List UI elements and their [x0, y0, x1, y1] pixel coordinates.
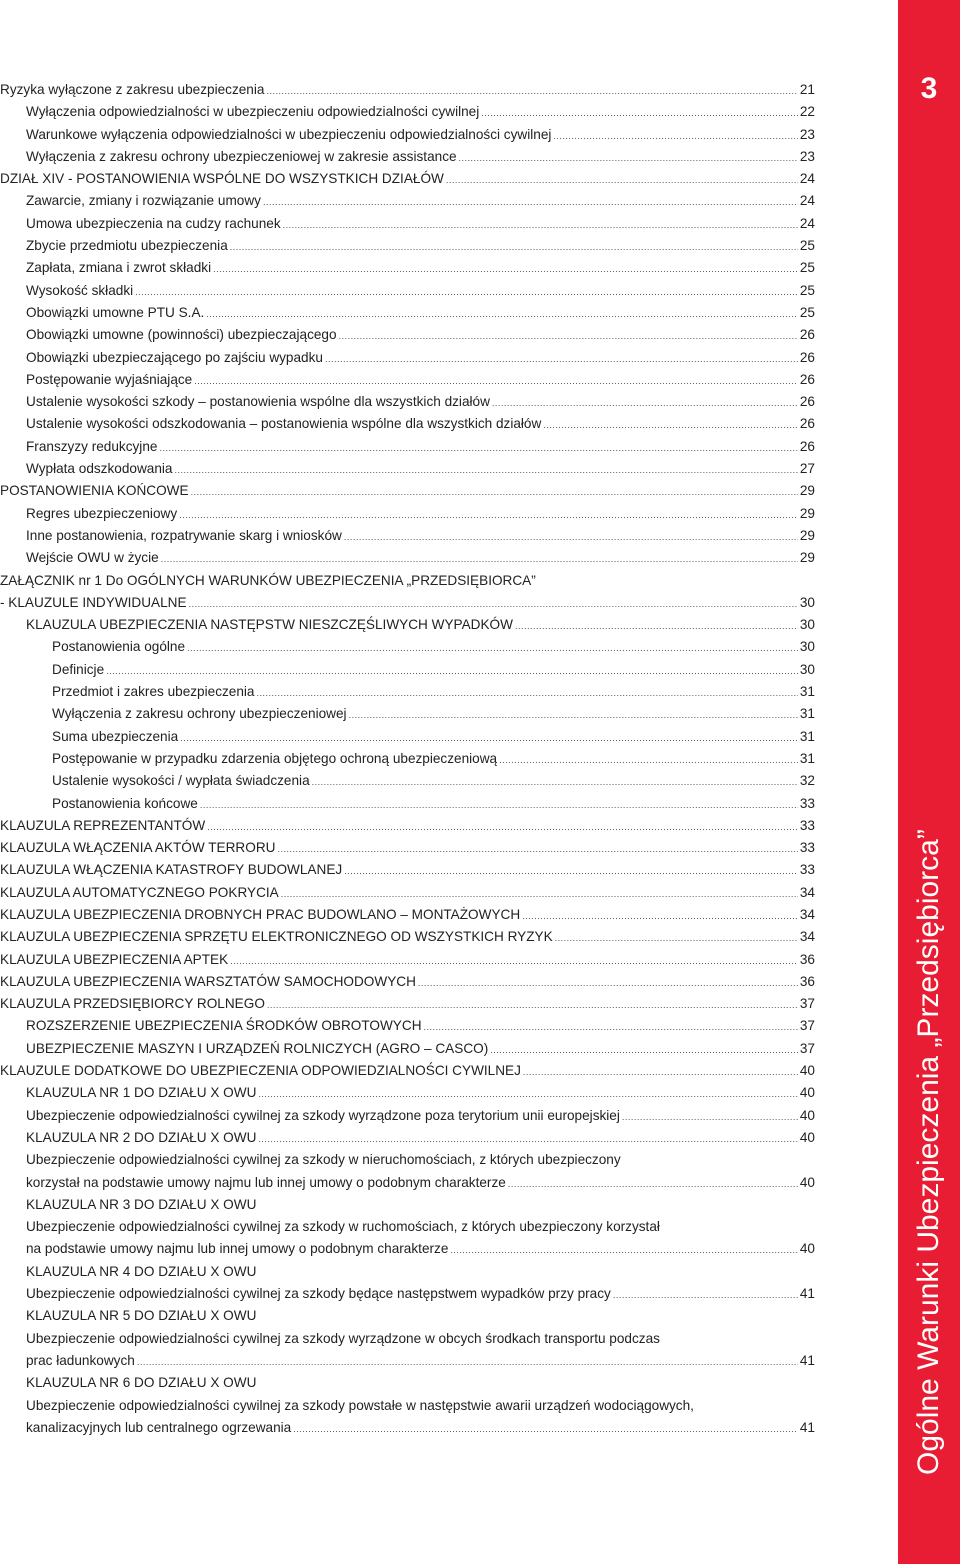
toc-entry-page: 30 [799, 639, 815, 655]
toc-entry [52, 748, 815, 770]
toc-entry-title: korzystał na podstawie umowy najmu lub innej umowy o podobnym charakterze [26, 1174, 506, 1190]
toc-entry-title: KLAUZULA NR 4 DO DZIAŁU X OWU [26, 1263, 257, 1279]
dot-leader [492, 392, 798, 414]
toc-entry [26, 1328, 815, 1350]
toc-entry-title: KLAUZULA NR 2 DO DZIAŁU X OWU [26, 1129, 257, 1145]
dot-leader [277, 838, 797, 860]
toc-entry-title: POSTANOWIENIA KOŃCOWE [0, 483, 189, 499]
toc-entry-title: KLAUZULA REPREZENTANTÓW [0, 817, 206, 833]
dot-leader [450, 1239, 797, 1261]
dot-leader [267, 994, 798, 1016]
toc-entry [26, 614, 815, 636]
toc-entry-page: 24 [799, 215, 815, 231]
dot-leader [106, 660, 798, 682]
dot-leader [207, 816, 798, 838]
toc-entry-title: - KLAUZULE INDYWIDUALNE [0, 594, 187, 610]
toc-entry-title: Ubezpieczenie odpowiedzialności cywilnej za szkody wyrządzone poza terytorium unii europejskiej [26, 1107, 620, 1123]
toc-entry [26, 257, 815, 279]
toc-entry-page: 30 [799, 617, 815, 633]
toc-entry-page: 33 [799, 795, 815, 811]
toc-entry [26, 1283, 815, 1305]
toc-entry-title: kanalizacyjnych lub centralnego ogrzewania [26, 1419, 292, 1435]
toc-entry-page: 40 [799, 1174, 815, 1190]
toc-entry-page: 21 [799, 82, 815, 97]
toc-entry-page: 34 [799, 906, 815, 922]
dot-leader [283, 214, 798, 236]
toc-entry-title: Ustalenie wysokości szkody – postanowienia wspólne dla wszystkich działów [26, 394, 490, 410]
toc-entry-page: 37 [799, 1040, 815, 1056]
toc-entry-title: KLAUZULA NR 3 DO DZIAŁU X OWU [26, 1196, 257, 1212]
dot-leader [137, 1351, 798, 1373]
toc-entry-page: 25 [799, 282, 815, 298]
toc-entry-page: 41 [799, 1352, 815, 1368]
toc-entry [52, 636, 815, 658]
toc-entry-title: Ustalenie wysokości odszkodowania – postanowienia wspólne dla wszystkich działów [26, 416, 542, 432]
dot-leader [499, 749, 798, 771]
toc-entry [26, 146, 815, 168]
toc-entry [52, 770, 815, 792]
toc-entry-title: Zapłata, zmiana i zwrot składki [26, 260, 212, 276]
toc-entry [26, 1015, 815, 1037]
toc-entry-page: 34 [799, 929, 815, 945]
toc-entry [26, 1216, 815, 1238]
toc-entry [26, 1372, 815, 1394]
dot-leader [191, 481, 798, 503]
toc-entry [0, 904, 815, 926]
table-of-contents [0, 79, 815, 1439]
dot-leader [349, 704, 798, 726]
dot-leader [622, 1106, 798, 1128]
dot-leader [508, 1173, 798, 1195]
toc-entry-title: Ryzyka wyłączone z zakresu ubezpieczenia [0, 82, 265, 97]
toc-entry-page: 26 [799, 349, 815, 365]
dot-leader [553, 125, 797, 147]
toc-entry-page: 27 [799, 461, 815, 477]
toc-entry-title: Postępowanie w przypadku zdarzenia objętego ochroną ubezpieczeniową [52, 750, 498, 766]
toc-entry-page: 31 [799, 728, 815, 744]
toc-entry-title: Wyłączenia z zakresu ochrony ubezpieczeniowej [52, 706, 347, 722]
dot-leader [555, 927, 798, 949]
toc-entry-title: ZAŁĄCZNIK nr 1 Do OGÓLNYCH WARUNKÓW UBEZPIECZENIA „PRZEDSIĘBIORCA” [0, 572, 536, 588]
toc-entry-page: 36 [799, 973, 815, 989]
toc-entry-page: 31 [799, 750, 815, 766]
toc-entry-title: Ubezpieczenie odpowiedzialności cywilnej za szkody będące następstwem wypadków przy pracy [26, 1286, 611, 1302]
toc-entry [0, 168, 815, 190]
dot-leader [281, 883, 798, 905]
toc-entry-title: Wejście OWU w życie [26, 550, 159, 566]
toc-entry-title: Suma ubezpieczenia [52, 728, 179, 744]
toc-entry-page: 41 [799, 1286, 815, 1302]
dot-leader [180, 727, 798, 749]
toc-entry-title: Regres ubezpieczeniowy [26, 505, 178, 521]
toc-entry [0, 882, 815, 904]
toc-entry [26, 213, 815, 235]
toc-entry [26, 1082, 815, 1104]
dot-leader [161, 548, 798, 570]
dot-leader [293, 1418, 798, 1440]
toc-entry-title: KLAUZULA WŁĄCZENIA AKTÓW TERRORU [0, 840, 276, 856]
toc-entry-title: Ubezpieczenie odpowiedzialności cywilnej za szkody w nieruchomościach, z których ubezpieczony [26, 1152, 621, 1168]
toc-entry-page: 25 [799, 304, 815, 320]
toc-entry [26, 391, 815, 413]
toc-entry-title: Ubezpieczenie odpowiedzialności cywilnej za szkody w ruchomościach, z których ubezpieczony korzystał [26, 1219, 660, 1235]
toc-entry-title: Obowiązki ubezpieczającego po zajściu wypadku [26, 349, 323, 365]
dot-leader [459, 147, 798, 169]
dot-leader [258, 1083, 797, 1105]
toc-entry-title: Franszyzy redukcyjne [26, 438, 158, 454]
toc-entry-title: ROZSZERZENIE UBEZPIECZENIA ŚRODKÓW OBROTOWYCH [26, 1018, 422, 1034]
toc-entry-title: Przedmiot i zakres ubezpieczenia [52, 684, 255, 700]
dot-leader [174, 459, 797, 481]
toc-entry [0, 480, 815, 502]
toc-entry [52, 659, 815, 681]
chapter-number: 3 [920, 72, 938, 105]
dot-leader [312, 771, 798, 793]
toc-entry-title: UBEZPIECZENIE MASZYN I URZĄDZEŃ ROLNICZYCH (AGRO – CASCO) [26, 1040, 489, 1056]
toc-entry [26, 1149, 815, 1171]
toc-entry-page: 37 [799, 996, 815, 1012]
toc-entry-title: KLAUZULA NR 6 DO DZIAŁU X OWU [26, 1375, 257, 1391]
toc-entry [26, 1172, 815, 1194]
toc-entry [0, 815, 815, 837]
toc-entry-title: KLAUZULA NR 5 DO DZIAŁU X OWU [26, 1308, 257, 1324]
toc-entry-page: 31 [799, 706, 815, 722]
dot-leader [230, 950, 798, 972]
toc-entry [26, 1395, 815, 1417]
toc-entry-page: 23 [799, 148, 815, 164]
dot-leader [206, 303, 798, 325]
toc-entry-title: Warunkowe wyłączenia odpowiedzialności w ubezpieczeniu odpowiedzialności cywilnej [26, 126, 552, 142]
toc-entry [26, 525, 815, 547]
toc-entry [26, 1127, 815, 1149]
toc-entry [26, 324, 815, 346]
dot-leader [135, 281, 798, 303]
toc-entry [26, 413, 815, 435]
toc-entry-title: KLAUZULA PRZEDSIĘBIORCY ROLNEGO [0, 996, 265, 1012]
dot-leader [418, 972, 798, 994]
toc-entry-title: Obowiązki umowne PTU S.A. [26, 304, 205, 320]
dot-leader [339, 325, 798, 347]
toc-entry [52, 726, 815, 748]
toc-entry [26, 547, 815, 569]
toc-entry [26, 1261, 815, 1283]
toc-entry [26, 1305, 815, 1327]
dot-leader [446, 169, 798, 191]
toc-entry [52, 703, 815, 725]
toc-entry [52, 793, 815, 815]
toc-entry [26, 302, 815, 324]
toc-entry-title: Wyłączenia z zakresu ochrony ubezpieczeniowej w zakresie assistance [26, 148, 457, 164]
toc-entry [0, 926, 815, 948]
toc-entry-page: 36 [799, 951, 815, 967]
toc-entry-title: Postanowienia ogólne [52, 639, 186, 655]
toc-entry [26, 1038, 815, 1060]
dot-leader [189, 593, 798, 615]
toc-entry [26, 280, 815, 302]
dot-leader [481, 102, 798, 124]
toc-entry [0, 971, 815, 993]
dot-leader [344, 860, 798, 882]
toc-entry-page: 41 [799, 1419, 815, 1435]
toc-entry [26, 235, 815, 257]
dot-leader [515, 615, 798, 637]
toc-entry-title: Wypłata odszkodowania [26, 461, 173, 477]
toc-entry-title: Inne postanowienia, rozpatrywanie skarg i wniosków [26, 527, 342, 543]
toc-entry [26, 1194, 815, 1216]
dot-leader [258, 1128, 797, 1150]
dot-leader [257, 682, 798, 704]
toc-entry-page: 30 [799, 661, 815, 677]
dot-leader [200, 794, 798, 816]
dot-leader [613, 1284, 798, 1306]
dot-leader [187, 637, 798, 659]
toc-entry-page: 26 [799, 327, 815, 343]
dot-leader [179, 504, 798, 526]
toc-entry-page: 40 [799, 1085, 815, 1101]
toc-entry [0, 1060, 815, 1082]
toc-entry-page: 25 [799, 260, 815, 276]
toc-entry [26, 1238, 815, 1260]
toc-entry-title: KLAUZULA UBEZPIECZENIA APTEK [0, 951, 229, 967]
toc-entry [0, 79, 815, 101]
toc-entry [26, 503, 815, 525]
dot-leader [344, 526, 798, 548]
toc-entry [0, 949, 815, 971]
dot-leader [523, 1061, 798, 1083]
toc-entry [0, 859, 815, 881]
toc-entry [0, 837, 815, 859]
toc-entry-title: Zawarcie, zmiany i rozwiązanie umowy [26, 193, 261, 209]
toc-entry-title: KLAUZULA AUTOMATYCZNEGO POKRYCIA [0, 884, 279, 900]
toc-entry-title: Postanowienia końcowe [52, 795, 198, 811]
toc-entry-title: KLAUZULA UBEZPIECZENIA WARSZTATÓW SAMOCHODOWYCH [0, 973, 416, 989]
dot-leader [490, 1039, 798, 1061]
toc-entry-page: 40 [799, 1063, 815, 1079]
toc-entry-page: 32 [799, 773, 815, 789]
toc-entry-page: 30 [799, 594, 815, 610]
sidebar-title: Ogólne Warunki Ubezpieczenia „Przedsiębiorca” [912, 829, 945, 1475]
dot-leader [159, 437, 797, 459]
toc-entry-title: Obowiązki umowne (powinności) ubezpieczającego [26, 327, 337, 343]
toc-entry-title: na podstawie umowy najmu lub innej umowy o podobnym charakterze [26, 1241, 449, 1257]
toc-entry [26, 347, 815, 369]
dot-leader [263, 191, 798, 213]
toc-entry-page: 34 [799, 884, 815, 900]
toc-entry-title: Ubezpieczenie odpowiedzialności cywilnej za szkody powstałe w następstwie awarii urządzeń wodociągowych, [26, 1397, 694, 1413]
toc-entry-title: KLAUZULA UBEZPIECZENIA DROBNYCH PRAC BUDOWLANO – MONTAŻOWYCH [0, 906, 521, 922]
toc-entry-page: 31 [799, 684, 815, 700]
dot-leader [424, 1016, 798, 1038]
toc-entry-title: KLAUZULA NR 1 DO DZIAŁU X OWU [26, 1085, 257, 1101]
toc-entry-title: Umowa ubezpieczenia na cudzy rachunek [26, 215, 281, 231]
toc-entry-page: 25 [799, 238, 815, 254]
toc-entry-page: 26 [799, 416, 815, 432]
toc-entry-page: 22 [799, 104, 815, 120]
toc-entry-title: Postępowanie wyjaśniające [26, 371, 193, 387]
toc-entry-page: 33 [799, 817, 815, 833]
toc-entry [26, 436, 815, 458]
toc-entry [26, 124, 815, 146]
dot-leader [230, 236, 798, 258]
toc-entry [0, 993, 815, 1015]
toc-entry-page: 40 [799, 1241, 815, 1257]
toc-entry-page: 29 [799, 527, 815, 543]
toc-entry [26, 1417, 815, 1439]
toc-entry-title: Definicje [52, 661, 105, 677]
toc-entry-title: DZIAŁ XIV - POSTANOWIENIA WSPÓLNE DO WSZYSTKICH DZIAŁÓW [0, 171, 444, 187]
toc-entry-page: 26 [799, 371, 815, 387]
toc-entry-page: 33 [799, 840, 815, 856]
dot-leader [194, 370, 798, 392]
toc-entry-page: 24 [799, 171, 815, 187]
dot-leader [266, 80, 797, 102]
toc-entry-title: prac ładunkowych [26, 1352, 135, 1368]
toc-entry-title: Ustalenie wysokości / wypłata świadczenia [52, 773, 310, 789]
toc-entry-title: KLAUZULA UBEZPIECZENIA NASTĘPSTW NIESZCZĘŚLIWYCH WYPADKÓW [26, 617, 513, 633]
toc-entry [26, 369, 815, 391]
toc-entry-page: 29 [799, 505, 815, 521]
toc-entry [26, 190, 815, 212]
dot-leader [522, 905, 798, 927]
toc-entry-title: Wysokość składki [26, 282, 134, 298]
toc-entry-title: Ubezpieczenie odpowiedzialności cywilnej za szkody wyrządzone w obcych środkach transportu podczas [26, 1330, 660, 1346]
toc-entry-page: 24 [799, 193, 815, 209]
toc-entry-page: 23 [799, 126, 815, 142]
toc-entry [26, 458, 815, 480]
toc-entry-title: KLAUZULE DODATKOWE DO UBEZPIECZENIA ODPOWIEDZIALNOŚCI CYWILNEJ [0, 1063, 521, 1079]
toc-entry [0, 570, 815, 592]
toc-entry-page: 37 [799, 1018, 815, 1034]
dot-leader [325, 348, 798, 370]
toc-entry [26, 101, 815, 123]
toc-entry-page: 33 [799, 862, 815, 878]
toc-entry [0, 592, 815, 614]
toc-entry-title: KLAUZULA WŁĄCZENIA KATASTROFY BUDOWLANEJ [0, 862, 343, 878]
toc-entry [26, 1105, 815, 1127]
dot-leader [213, 258, 798, 280]
toc-entry [52, 681, 815, 703]
toc-entry-page: 26 [799, 394, 815, 410]
chapter-sidebar [898, 0, 960, 1564]
toc-entry-page: 29 [799, 483, 815, 499]
toc-entry [26, 1350, 815, 1372]
toc-entry-title: KLAUZULA UBEZPIECZENIA SPRZĘTU ELEKTRONICZNEGO OD WSZYSTKICH RYZYK [0, 929, 553, 945]
toc-entry-page: 26 [799, 438, 815, 454]
toc-entry-page: 29 [799, 550, 815, 566]
toc-entry-title: Wyłączenia odpowiedzialności w ubezpieczeniu odpowiedzialności cywilnej [26, 104, 480, 120]
toc-entry-page: 40 [799, 1129, 815, 1145]
dot-leader [543, 414, 798, 436]
toc-entry-title: Zbycie przedmiotu ubezpieczenia [26, 238, 228, 254]
toc-entry-page: 40 [799, 1107, 815, 1123]
